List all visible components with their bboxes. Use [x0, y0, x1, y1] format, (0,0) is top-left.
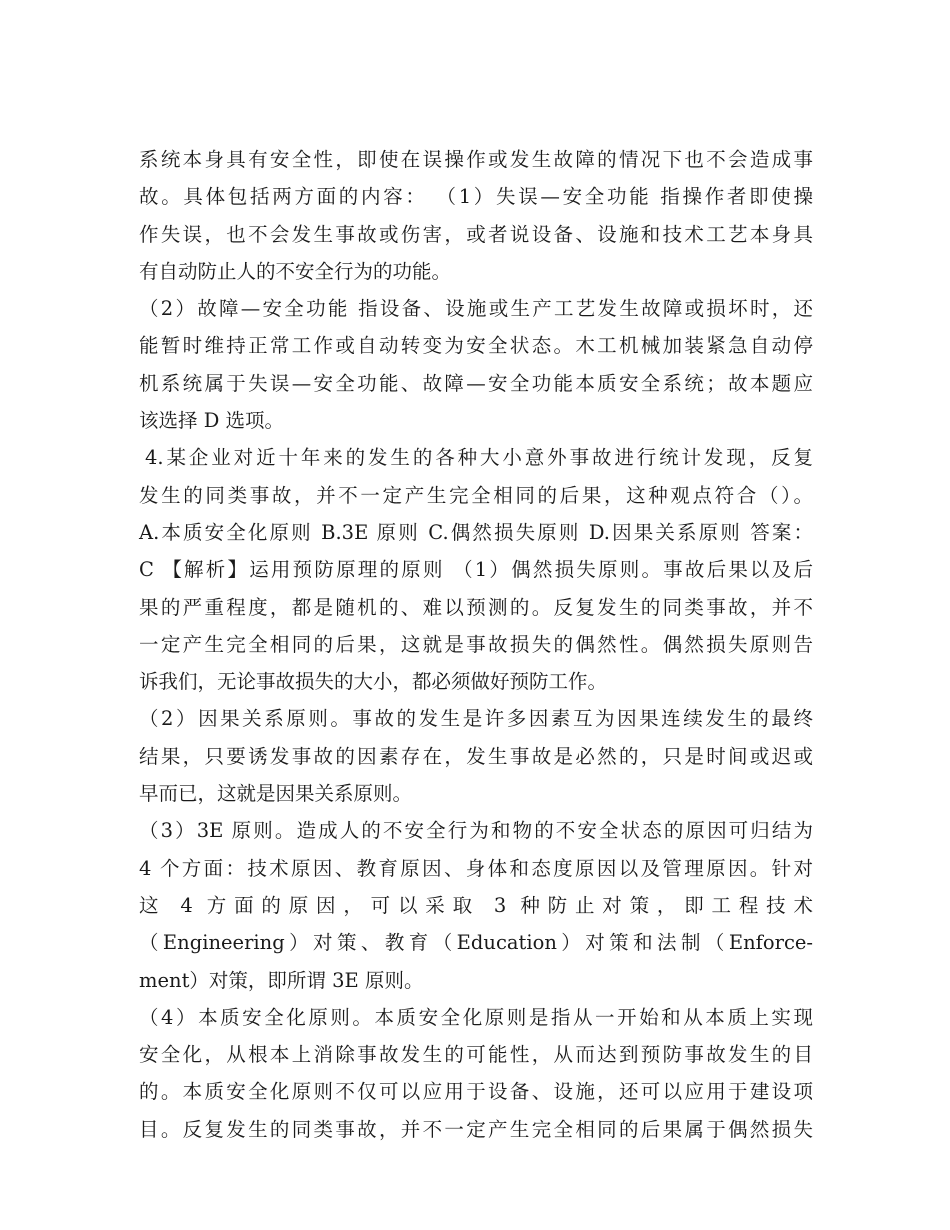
text-line-4: 有自动防止人的不安全行为的功能。 — [139, 259, 452, 283]
analysis-line-2: 果的严重程度，都是随机的、难以预测的。反复发生的同类事故，并不 — [139, 595, 813, 619]
causality-line-1: （2）因果关系原则。事故的发生是许多因素互为因果连续发生的最终 — [139, 707, 813, 731]
question-4-line-2: 发生的同类事故，并不一定产生完全相同的后果，这种观点符合（）。 — [139, 483, 813, 507]
analysis-line-3: 一定产生完全相同的后果，这就是事故损失的偶然性。偶然损失原则告 — [139, 632, 813, 656]
three-e-line-5: ment）对策，即所谓 3E 原则。 — [139, 968, 424, 992]
text-line-8: 该选择 D 选项。 — [139, 409, 285, 433]
text-line-7: 机系统属于失误—安全功能、故障—安全功能本质安全系统；故本题应 — [139, 371, 813, 395]
answer-options-line: A.本质安全化原则 B.3E 原则 C.偶然损失原则 D.因果关系原则 答案： — [139, 520, 813, 544]
intrinsic-safety-line-4: 目。反复发生的同类事故，并不一定产生完全相同的后果属于偶然损失 — [139, 1117, 813, 1141]
analysis-line-1: C 【解析】运用预防原理的原则 （1）偶然损失原则。事故后果以及后 — [139, 558, 813, 582]
text-line-6: 能暂时维持正常工作或自动转变为安全状态。木工机械加装紧急自动停 — [139, 334, 813, 358]
three-e-line-2: 4 个方面：技术原因、教育原因、身体和态度原因以及管理原因。针对 — [139, 856, 813, 880]
text-line-1: 系统本身具有安全性，即使在误操作或发生故障的情况下也不会造成事 — [139, 148, 813, 171]
text-line-3: 作失误，也不会发生事故或伤害，或者说设备、设施和技术工艺本身具 — [139, 222, 813, 246]
intrinsic-safety-line-3: 的。本质安全化原则不仅可以应用于设备、设施，还可以应用于建设项 — [139, 1080, 813, 1104]
question-4-line-1: 4.某企业对近十年来的发生的各种大小意外事故进行统计发现，反复 — [145, 446, 813, 470]
analysis-line-4: 诉我们，无论事故损失的大小，都必须做好预防工作。 — [139, 670, 608, 694]
document-body — [139, 141, 813, 1148]
intrinsic-safety-line-1: （4）本质安全化原则。本质安全化原则是指从一开始和从本质上实现 — [139, 1005, 813, 1029]
three-e-line-4: （Engineering）对策、教育（Education）对策和法制（Enforce- — [139, 931, 813, 955]
text-line-2: 故。具体包括两方面的内容： （1）失误—安全功能 指操作者即使操 — [139, 185, 813, 209]
causality-line-3: 早而已，这就是因果关系原则。 — [139, 782, 413, 806]
three-e-line-1: （3）3E 原则。造成人的不安全行为和物的不安全状态的原因可归结为 — [139, 819, 813, 843]
three-e-line-3: 这 4 方面的原因，可以采取 3 种防止对策，即工程技术 — [139, 893, 813, 917]
intrinsic-safety-line-2: 安全化，从根本上消除事故发生的可能性，从而达到预防事故发生的目 — [139, 1043, 813, 1067]
causality-line-2: 结果，只要诱发事故的因素存在，发生事故是必然的，只是时间或迟或 — [139, 744, 813, 768]
text-line-5: （2）故障—安全功能 指设备、设施或生产工艺发生故障或损坏时，还 — [139, 297, 813, 321]
